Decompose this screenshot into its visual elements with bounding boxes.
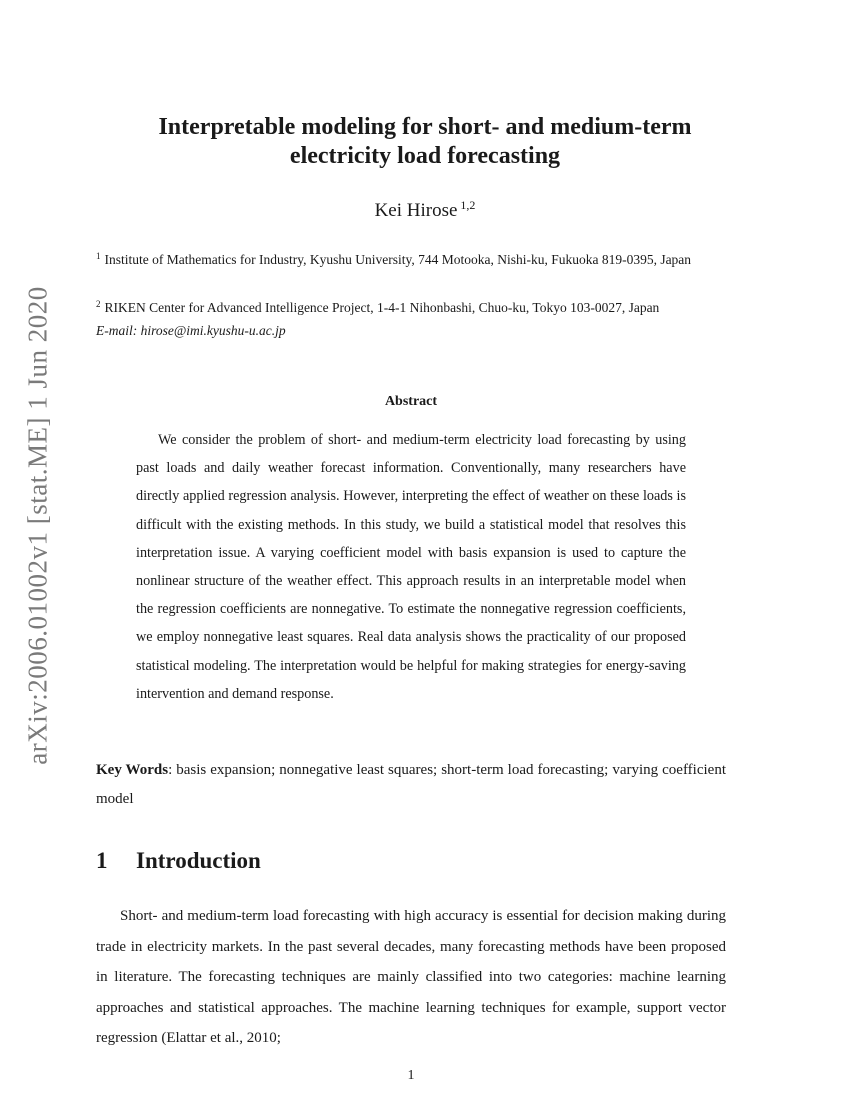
- introduction-body: Short- and medium-term load forecasting with high accuracy is essential for decision making during trade in electricity markets. In the past several decades, many forecasting methods have been proposed in literature. The forecasting techniques are mainly classified into two categories: machine learning approaches and statistical approaches. The machine learning techniques for example, support vector regression (Elattar et al., 2010;: [96, 908, 726, 1046]
- section-heading: [96, 848, 261, 874]
- title-line-2: electricity load forecasting: [289, 143, 561, 169]
- abstract-body: We consider the problem of short- and medium-term electricity load forecasting by using past loads and daily weather forecast information. Conventionally, many researchers have directly applied regression analysis. However, interpreting the effect of weather on these loads is difficult with the existing methods. In this study, we build a statistical model that resolves this interpretation issue. A varying coefficient model with basis expansion is used to capture the nonlinear structure of the weather effect. This approach results in an interpretable model when the regression coefficients are nonnegative. To estimate the nonnegative regression coefficients, we employ nonnegative least squares. Real data analysis shows the practicality of our proposed statistical modeling. The interpretation would be helpful for making strategies for energy-saving intervention and demand response.: [136, 432, 686, 702]
- section-title: Introduction: [136, 848, 261, 873]
- email: E-mail: hirose@imi.kyushu-u.ac.jp: [96, 323, 286, 338]
- affiliation-2: [96, 291, 736, 321]
- keywords-label: Key Words: [96, 762, 169, 778]
- affiliation-1-text: Institute of Mathematics for Industry, Kyushu University, 744 Motooka, Nishi-ku, Fukuoka 819-0395, Japan: [104, 252, 692, 267]
- paper-title: [0, 113, 850, 171]
- affiliation-2-mark: 2: [96, 299, 101, 309]
- abstract-heading: Abstract: [384, 394, 438, 409]
- title-line-1: Interpretable modeling for short- and medium-term: [158, 114, 692, 140]
- affiliation-1: [96, 243, 736, 273]
- section-number: 1: [96, 848, 108, 873]
- arxiv-stamp: [8, 230, 68, 820]
- affiliation-2-text: RIKEN Center for Advanced Intelligence Project, 1-4-1 Nihonbashi, Chuo-ku, Tokyo 103-0027, Japan: [104, 300, 660, 315]
- keywords: [96, 756, 726, 814]
- page-number: 1: [407, 1068, 415, 1083]
- arxiv-id: arXiv:2006.01002v1 [stat.ME] 1 Jun 2020: [22, 285, 53, 765]
- affiliation-1-mark: 1: [96, 251, 101, 261]
- keywords-text: : basis expansion; nonnegative least squares; short-term load forecasting; varying coefficient model: [96, 762, 726, 807]
- author-affil-marks: 1,2: [460, 198, 476, 212]
- author-name: Kei Hirose: [374, 200, 458, 221]
- author: [0, 198, 850, 222]
